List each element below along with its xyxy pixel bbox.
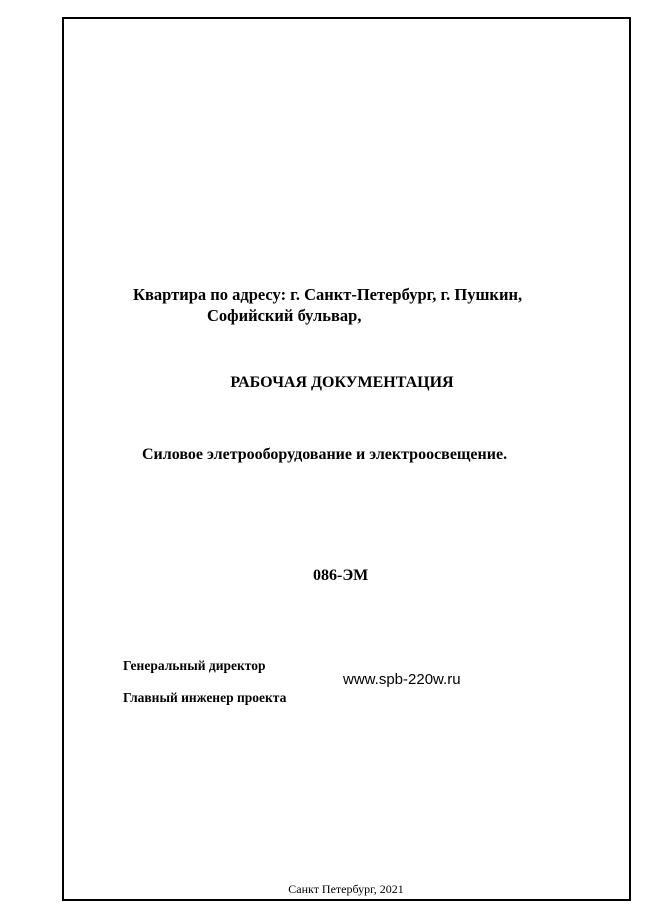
- project-code: 086-ЭМ: [313, 567, 369, 584]
- website-watermark: www.spb-220w.ru: [343, 671, 461, 688]
- address-line-2: Софийский бульвар,: [207, 306, 362, 325]
- footer-city-year: Санкт Петербург, 2021: [288, 882, 404, 896]
- signature-role-engineer: Главный инженер проекта: [123, 690, 287, 705]
- section-title: Силовое элетрооборудование и электроосвещение.: [142, 446, 508, 463]
- document-type-title: РАБОЧАЯ ДОКУМЕНТАЦИЯ: [230, 374, 454, 391]
- address-line-1: Квартира по адресу: г. Санкт-Петербург, г. Пушкин,: [133, 285, 523, 304]
- signature-role-director: Генеральный директор: [123, 658, 266, 673]
